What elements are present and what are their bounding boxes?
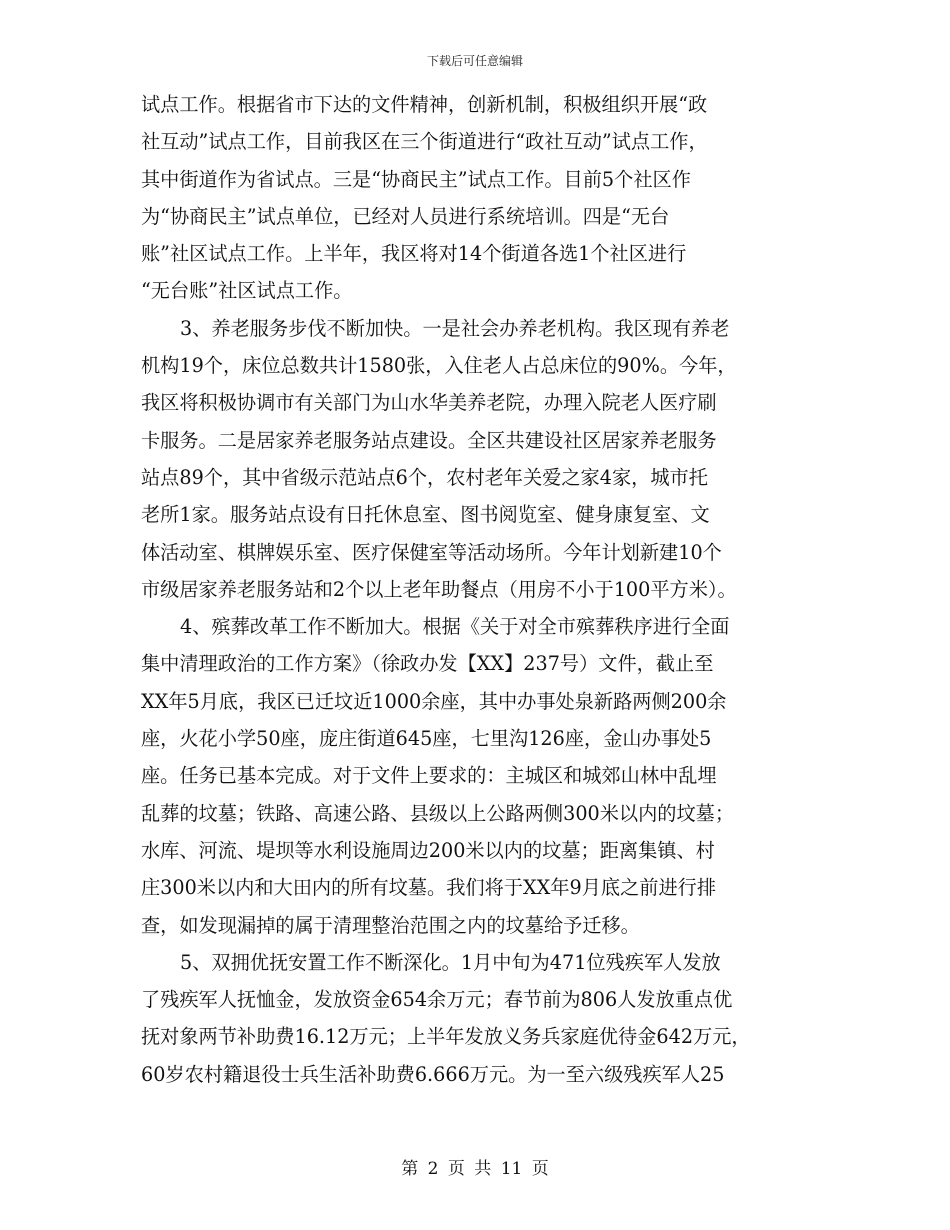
- text-line: 抚对象两节补助费16.12万元；上半年发放义务兵家庭优待金642万元，: [141, 1025, 751, 1049]
- text-line: 4、殡葬改革工作不断加大。根据《关于对全市殡葬秩序进行全面: [180, 615, 730, 639]
- text-line: 座。任务已基本完成。对于文件上要求的：主城区和城郊山林中乱埋: [141, 764, 717, 788]
- text-line: 座，火花小学50座，庞庄街道645座，七里沟126座，金山办事处5: [141, 727, 712, 751]
- text-line: 集中清理政治的工作方案》（徐政办发【XX】237号）文件，截止至: [141, 652, 714, 676]
- text-line: 其中街道作为省试点。三是“协商民主”试点工作。目前5个社区作: [141, 167, 691, 191]
- text-line: 庄300米以内和大田内的所有坟墓。我们将于XX年9月底之前进行排: [141, 876, 717, 900]
- text-line: 市级居家养老服务站和2个以上老年助餐点（用房不小于100平方米）。: [141, 577, 737, 601]
- text-line: 卡服务。二是居家养老服务站点建设。全区共建设社区居家养老服务: [141, 428, 717, 452]
- text-line: 水库、河流、堤坝等水利设施周边200米以内的坟墓；距离集镇、村: [141, 838, 715, 862]
- text-line: 了残疾军人抚恤金，发放资金654余万元；春节前为806人发放重点优: [141, 988, 733, 1012]
- text-line: 站点89个，其中省级示范站点6个，农村老年关爱之家4家，城市托: [141, 465, 708, 489]
- text-line: 账”社区试点工作。上半年，我区将对14个街道各选1个社区进行: [141, 242, 687, 266]
- paragraph-pilot-work: [141, 86, 831, 310]
- text-line: 老所1家。服务站点设有日托休息室、图书阅览室、健身康复室、文: [141, 503, 710, 527]
- text-line: 体活动室、棋牌娱乐室、医疗保健室等活动场所。今年计划新建10个: [141, 540, 722, 564]
- text-line: 试点工作。根据省市下达的文件精神，创新机制，积极组织开展“政: [141, 93, 708, 116]
- page-number-footer: 第 2 页 共 11 页: [401, 1159, 549, 1179]
- text-line: 乱葬的坟墓；铁路、高速公路、县级以上公路两侧300米以内的坟墓；: [141, 801, 735, 825]
- text-line: 我区将积极协调市有关部门为山水华美养老院，办理入院老人医疗刷: [141, 391, 717, 415]
- paragraph-military-support: [141, 944, 831, 1093]
- text-line: 机构19个，床位总数共计1580张，入住老人占总床位的90%。今年，: [141, 354, 737, 378]
- document-body: [141, 86, 831, 1093]
- text-line: 社互动”试点工作，目前我区在三个街道进行“政社互动”试点工作，: [141, 130, 708, 154]
- text-line: 查，如发现漏掉的属于清理整治范围之内的坟墓给予迁移。: [141, 913, 640, 937]
- text-line: XX年5月底，我区已迁坟近1000余座，其中办事处泉新路两侧200余: [141, 689, 727, 713]
- text-line: “无台账”社区试点工作。: [141, 279, 353, 303]
- text-line: 5、双拥优抚安置工作不断深化。1月中旬为471位残疾军人发放: [180, 950, 721, 974]
- text-line: 60岁农村籍退役士兵生活补助费6.666万元。为一至六级残疾军人25: [141, 1062, 725, 1086]
- page-header-note: 下载后可任意编辑: [426, 54, 523, 68]
- text-line: 3、养老服务步伐不断加快。一是社会办养老机构。我区现有养老: [180, 316, 730, 340]
- paragraph-funeral-reform: [141, 608, 831, 944]
- paragraph-elderly-care: [141, 310, 831, 608]
- text-line: 为“协商民主”试点单位，已经对人员进行系统培训。四是“无台: [141, 204, 670, 228]
